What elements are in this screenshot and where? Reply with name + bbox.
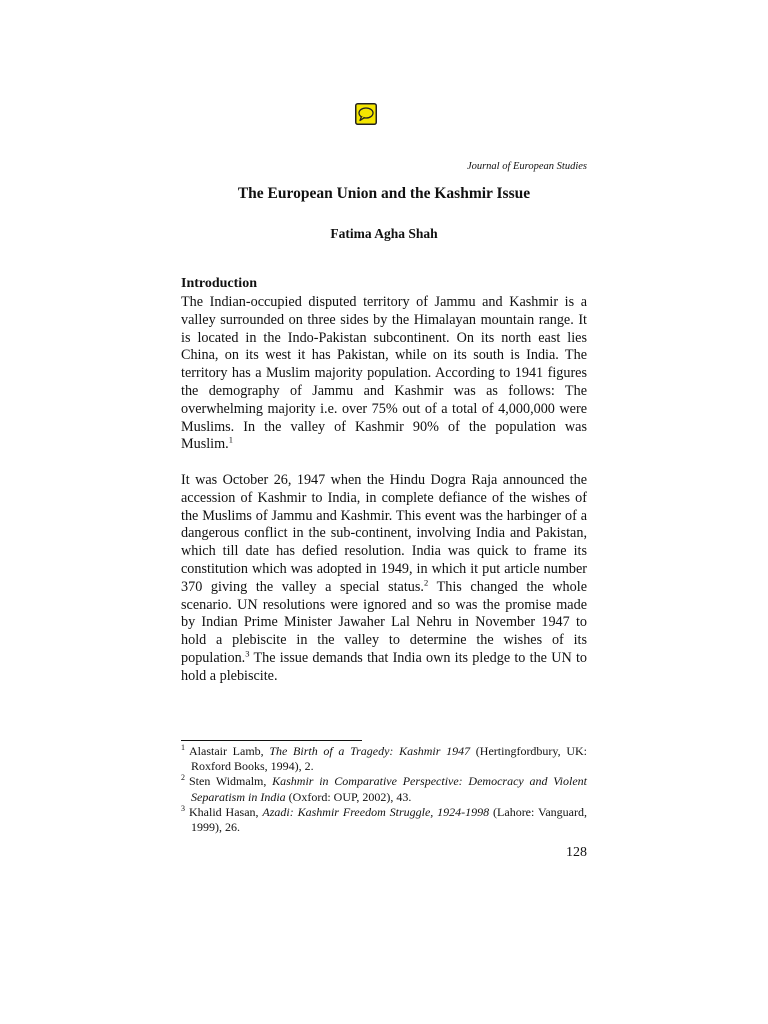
journal-name: Journal of European Studies <box>466 161 587 172</box>
footnote-work-title: Azadi: Kashmir Freedom Struggle, 1924-1998 <box>262 804 490 819</box>
paragraph-1 <box>181 294 587 454</box>
footnote-number: 2 <box>181 773 185 783</box>
speech-bubble-icon[interactable] <box>355 103 377 125</box>
footnote <box>181 744 587 774</box>
footnote-ref-3[interactable]: 3 <box>245 648 250 659</box>
section-heading-introduction: Introduction <box>181 276 257 291</box>
footnote-number: 1 <box>181 743 185 752</box>
footnote-ref-2[interactable]: 2 <box>423 577 429 588</box>
footnote-work-title: Kashmir in Comparative Perspective: Democracy and Violent Separatism in India <box>191 774 587 804</box>
footnote-author: Sten Widmalm, <box>189 774 273 789</box>
footnote-ref-1[interactable]: 1 <box>228 434 233 445</box>
footnote-publication: (Lahore: Vanguard, 1999), 26. <box>191 804 587 835</box>
footnote-number: 3 <box>181 803 185 813</box>
paragraph-2-text-a: It was October 26, 1947 when the Hindu Dogra Raja announced the accession of Kashmir to India, in complete defiance of the wishes of the Muslims of Jammu and Kashmir. This event was the harbinger of a dangerous conflict in the sub-continent, involving India and Pakistan, which till date has defied resolution. India was quick to frame its constitution which was adopted in 1949, in which it put article number 370 giving the valley a special status. <box>181 472 587 595</box>
footnote-list <box>181 744 587 835</box>
footnote-publication: (Oxford: OUP, 2002), 43. <box>285 789 412 804</box>
footnote-author: Alastair Lamb, <box>189 744 270 758</box>
footnote-divider <box>181 740 362 741</box>
footnote <box>181 805 587 835</box>
footnote-author: Khalid Hasan, <box>189 804 263 819</box>
paragraph-2-text-c: The issue demands that India own its pledge to the UN to hold a plebiscite. <box>181 649 587 684</box>
footnote-publication: (Hertingfordbury, UK: Roxford Books, 1994), 2. <box>191 744 587 774</box>
paragraph-2 <box>181 472 587 686</box>
footnote-work-title: The Birth of a Tragedy: Kashmir 1947 <box>269 744 471 758</box>
footnote <box>181 774 587 804</box>
article-author: Fatima Agha Shah <box>330 226 438 241</box>
paragraph-1-text: The Indian-occupied disputed territory of Jammu and Kashmir is a valley surrounded on three sides by the Himalayan mountain range. It is located in the Indo-Pakistan subcontinent. On its north east lies China, on its west it has Pakistan, while on its south is India. The territory has a Muslim majority population. According to 1941 figures the demography of Jammu and Kashmir was as follows: The overwhelming majority i.e. over 75% out of a total of 4,000,000 were Muslims. In the valley of Kashmir 90% of the population was Muslim. <box>181 294 587 453</box>
page-number: 128 <box>566 845 587 860</box>
article-title: The European Union and the Kashmir Issue <box>237 185 531 202</box>
paragraph-2-text-b: This changed the whole scenario. UN resolutions were ignored and so was the promise made by Indian Prime Minister Jawaher Lal Nehru in November 1947 to hold a plebiscite in the valley to determine the wishes of its population. <box>181 578 587 666</box>
